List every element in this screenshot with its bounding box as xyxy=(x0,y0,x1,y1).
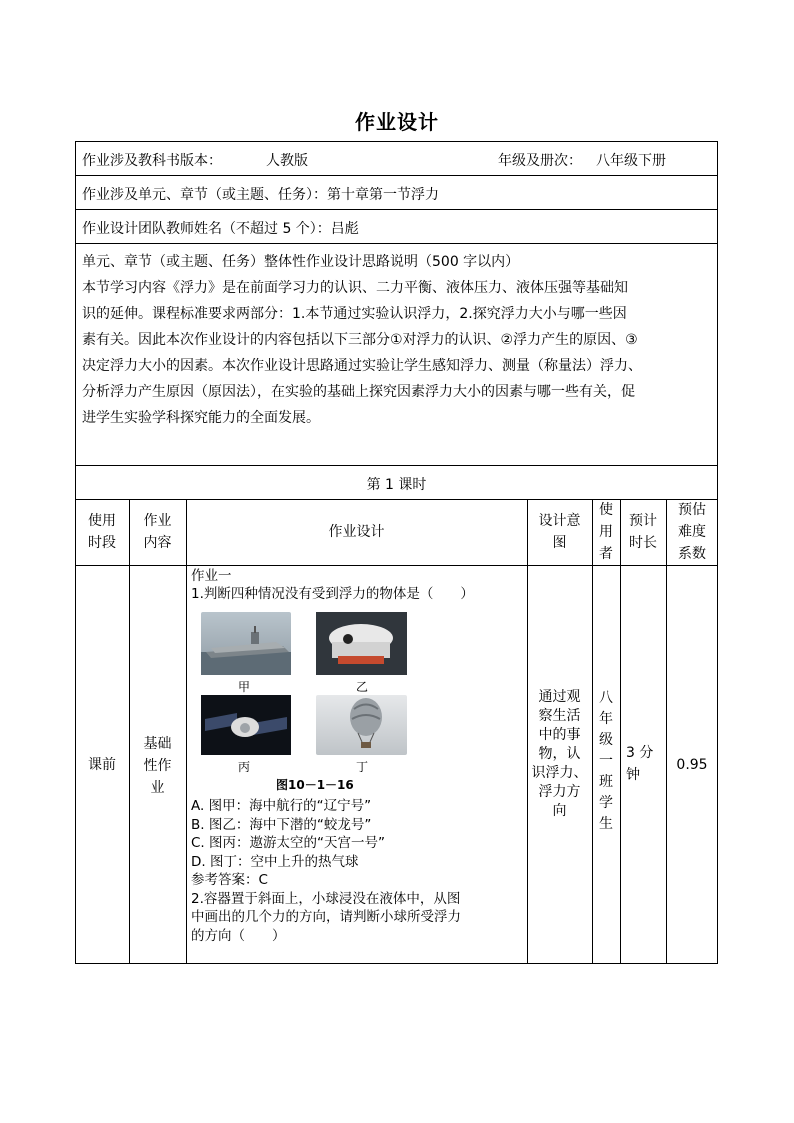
homework-options xyxy=(191,797,523,945)
overview-line: 素有关。因此本次作业设计的内容包括以下三部分①对浮力的认识、②浮力产生的原因、③ xyxy=(82,332,638,348)
caption-bing: 丙 xyxy=(237,760,250,774)
homework-design xyxy=(191,567,523,603)
caption-jia: 甲 xyxy=(237,680,250,694)
edition-value: 人教版 xyxy=(266,153,308,169)
header-duration: 预计 时长 xyxy=(629,513,657,551)
row-period: 课前 xyxy=(88,757,116,773)
option-a: A. 图甲：海中航行的“辽宁号” xyxy=(191,798,372,814)
caption-ding: 丁 xyxy=(355,760,368,774)
team-line: 作业设计团队教师姓名（不超过 5 个）：吕彪 xyxy=(82,221,359,237)
homework-title: 作业一 xyxy=(191,568,232,584)
question-1: 1.判断四种情况没有受到浮力的物体是（ ） xyxy=(191,586,474,602)
overview-line: 进学生实验学科探究能力的全面发展。 xyxy=(82,410,320,426)
overview-block xyxy=(82,249,714,431)
answer: 参考答案：C xyxy=(191,872,268,888)
balloon-icon xyxy=(316,695,407,755)
question-2-line: 中画出的几个力的方向，请判断小球所受浮力 xyxy=(191,909,461,925)
carrier-icon xyxy=(201,612,291,675)
question-2-line: 2.容器置于斜面上，小球浸没在液体中，从图 xyxy=(191,890,461,907)
overview-heading: 单元、章节（或主题、任务）整体性作业设计思路说明（500 字以内） xyxy=(82,254,520,270)
row-duration: 3 分 钟 xyxy=(626,745,654,783)
header-user: 使 用 者 xyxy=(599,502,613,562)
space-station-image xyxy=(201,695,291,755)
row-intent: 通过观 察生活 中的事 物，认 识浮力、 浮力方 向 xyxy=(531,689,588,819)
unit-line: 作业涉及单元、章节（或主题、任务）：第十章第一节浮力 xyxy=(82,187,439,203)
grade-label: 年级及册次： xyxy=(498,153,582,169)
carrier-image xyxy=(201,612,291,675)
caption-yi: 乙 xyxy=(355,680,368,694)
figure-label: 图10－1－16 xyxy=(276,778,354,792)
header-difficulty: 预估 难度 系数 xyxy=(678,502,706,562)
overview-line: 分析浮力产生原因（原因法），在实验的基础上探究因素浮力大小的因素与哪一些有关，促 xyxy=(82,384,635,400)
row-difficulty: 0.95 xyxy=(676,757,708,773)
header-intent: 设计意 图 xyxy=(538,513,581,551)
overview-line: 识的延伸。课程标准要求两部分：1.本节通过实验认识浮力，2.探究浮力大小与哪一些因 xyxy=(82,306,627,322)
edition-label: 作业涉及教科书版本： xyxy=(82,153,222,169)
lesson-title: 第 1 课时 xyxy=(366,477,427,493)
row-user: 八 年 级 一 班 学 生 xyxy=(599,690,613,832)
overview-line: 本节学习内容《浮力》是在前面学习力的认识、二力平衡、液体压力、液体压强等基础知 xyxy=(82,280,628,296)
space-station-icon xyxy=(201,695,291,755)
page-title: 作业设计 xyxy=(355,110,439,134)
option-b: B. 图乙：海中下潜的“蛟龙号” xyxy=(191,816,372,833)
option-d: D. 图丁：空中上升的热气球 xyxy=(191,853,359,870)
grade-value: 八年级下册 xyxy=(596,153,666,169)
overview-line: 决定浮力大小的因素。本次作业设计思路通过实验让学生感知浮力、测量（称量法）浮力、 xyxy=(82,358,642,374)
question-2-line: 的方向（ ） xyxy=(191,927,286,944)
submersible-icon xyxy=(316,612,407,675)
balloon-image xyxy=(316,695,407,755)
submersible-image xyxy=(316,612,407,675)
header-content: 作业 内容 xyxy=(143,513,172,551)
header-period: 使用 时段 xyxy=(88,513,116,551)
option-c: C. 图丙：遨游太空的“天宫一号” xyxy=(191,835,385,851)
header-design: 作业设计 xyxy=(328,524,385,540)
row-content: 基础 性作 业 xyxy=(143,736,172,796)
